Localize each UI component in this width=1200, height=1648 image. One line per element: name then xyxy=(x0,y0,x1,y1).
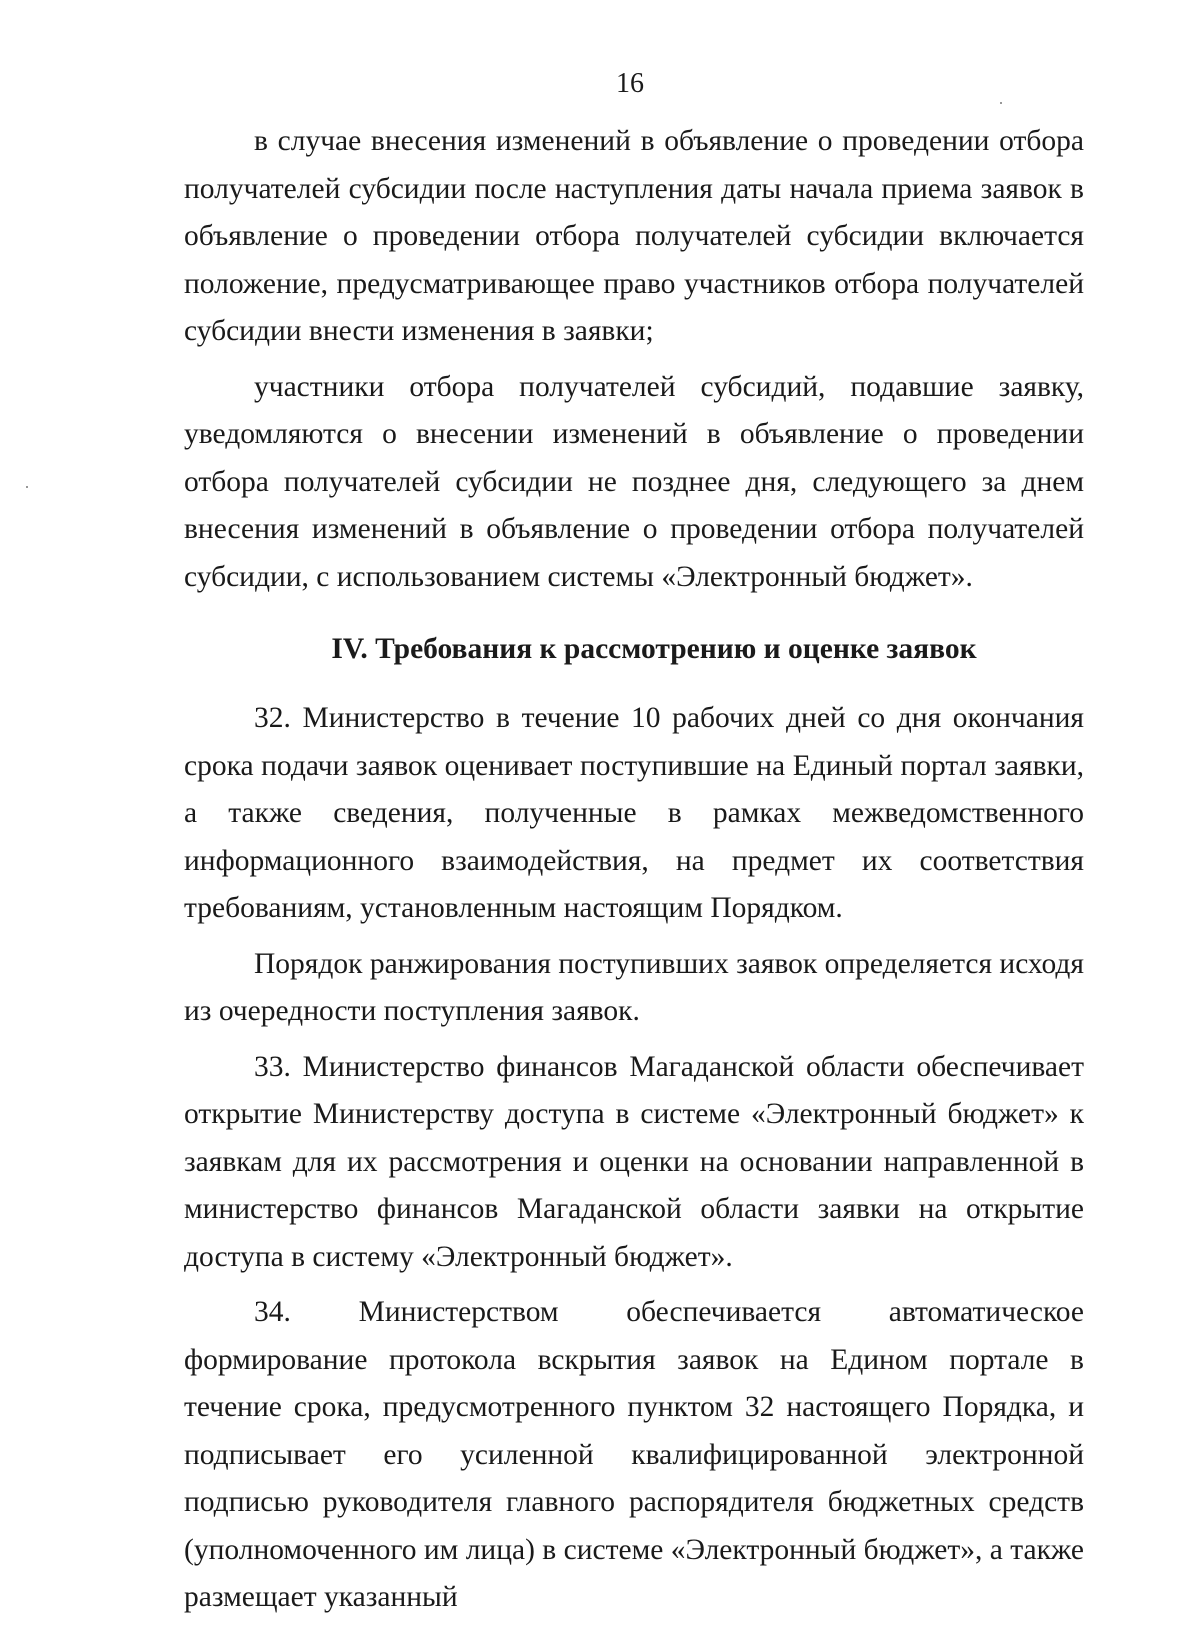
scan-speck xyxy=(1000,102,1002,104)
paragraph: в случае внесения изменений в объявление о проведении отбора получателей субсидии после наступления даты начала приема заявок в объявление о проведении отбора получателей субсидии включается положение, предусматривающее право участников отбора получателей субсидии внести изменения в заявки; xyxy=(184,125,1084,347)
section-heading: IV. Требования к рассмотрению и оценке заявок xyxy=(331,633,977,665)
scan-speck xyxy=(26,486,28,488)
document-body xyxy=(184,118,1084,1622)
page-number: 16 xyxy=(616,68,644,99)
paragraph: 32. Министерство в течение 10 рабочих дней со дня окончания срока подачи заявок оценивает поступившие на Единый портал заявки, а также сведения, полученные в рамках межведомственного информационного взаимодействия, на предмет их соответствия требованиям, установленным настоящим Порядком. xyxy=(184,702,1084,924)
paragraph: участники отбора получателей субсидий, подавшие заявку, уведомляются о внесении изменений в объявление о проведении отбора получателей субсидии не позднее дня, следующего за днем внесения изменений в объявление о проведении отбора получателей субсидии, с использованием системы «Электронный бюджет». xyxy=(184,370,1084,593)
paragraph: Порядок ранжирования поступивших заявок определяется исходя из очередности поступления заявок. xyxy=(184,947,1084,1027)
paragraph: 33. Министерство финансов Магаданской области обеспечивает открытие Министерству доступа в системе «Электронный бюджет» к заявкам для их рассмотрения и оценки на основании направленной в министерство финансов Магаданской области заявки на открытие доступа в систему «Электронный бюджет». xyxy=(184,1050,1084,1273)
paragraph: 34. Министерством обеспечивается автоматическое формирование протокола вскрытия заявок на Едином портале в течение срока, предусмотренного пунктом 32 настоящего Порядка, и подписывает его усиленной квалифицированной электронной подписью руководителя главного распорядителя бюджетных средств (уполномоченного им лица) в системе «Электронный бюджет», а также размещает указанный xyxy=(184,1296,1084,1613)
